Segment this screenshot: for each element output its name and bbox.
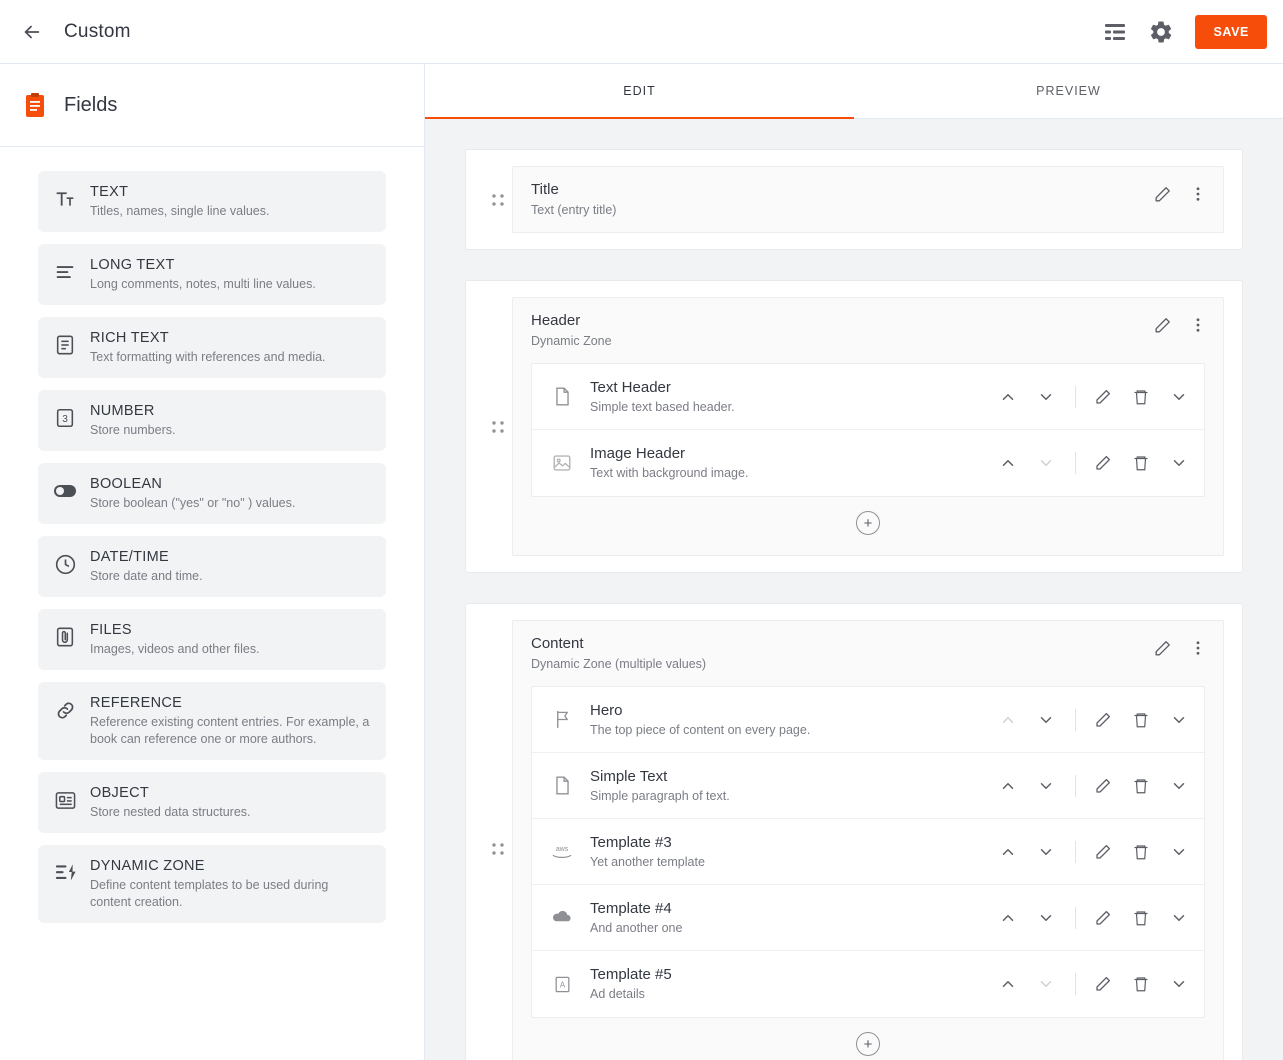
main-panel — [425, 64, 1283, 1060]
content-zone-actions — [1151, 633, 1209, 659]
plus-icon[interactable]: + — [856, 1032, 880, 1056]
plus-icon[interactable]: + — [856, 511, 880, 535]
field-type-desc: Store nested data structures. — [90, 805, 251, 819]
drag-handle-icon[interactable] — [484, 842, 512, 856]
chevron-up-icon[interactable] — [997, 907, 1019, 929]
content-zone-text — [531, 633, 1151, 673]
field-name: Content — [531, 635, 584, 652]
content-zone-box — [512, 620, 1224, 1060]
component-text — [590, 899, 981, 937]
component-name: Text Header — [590, 378, 671, 396]
field-type-title: REFERENCE — [90, 695, 183, 711]
more-vertical-icon[interactable] — [1187, 637, 1209, 659]
component-desc: Simple text based header. — [590, 399, 735, 414]
pencil-icon[interactable] — [1092, 973, 1114, 995]
header-zone-card — [465, 280, 1243, 573]
field-type-reference[interactable] — [38, 682, 386, 760]
header-add-component-row — [513, 497, 1223, 551]
component-desc: Ad details — [590, 987, 645, 1001]
pencil-icon[interactable] — [1092, 709, 1114, 731]
list-view-icon — [1103, 20, 1127, 44]
title-field-head — [513, 167, 1223, 232]
expand-chevron-down-icon[interactable] — [1168, 452, 1190, 474]
gear-icon — [1148, 19, 1174, 45]
field-type-desc: Store numbers. — [90, 423, 176, 437]
field-type-label: Dynamic Zone (multiple values) — [531, 657, 707, 671]
field-type-title: FILES — [90, 622, 132, 638]
link-icon — [52, 697, 78, 723]
component-actions — [981, 452, 1190, 474]
field-type-title: TEXT — [90, 184, 129, 200]
component-text — [590, 701, 981, 739]
trash-icon[interactable] — [1130, 452, 1152, 474]
component-desc: Text with background image. — [590, 466, 749, 480]
pencil-icon[interactable] — [1092, 452, 1114, 474]
field-type-long-text[interactable] — [38, 244, 386, 305]
field-type-boolean-body — [90, 474, 295, 512]
expand-chevron-down-icon[interactable] — [1168, 907, 1190, 929]
object-icon — [52, 787, 78, 813]
expand-chevron-down-icon[interactable] — [1168, 841, 1190, 863]
paperclip-icon — [52, 624, 78, 650]
field-type-desc: Long comments, notes, multi line values. — [90, 277, 316, 291]
field-type-list — [0, 147, 424, 923]
fields-sidebar — [0, 64, 425, 1060]
trash-icon[interactable] — [1130, 841, 1152, 863]
drag-handle-icon[interactable] — [484, 420, 512, 434]
field-type-title: LONG TEXT — [90, 257, 175, 273]
field-type-rich-text-body — [90, 328, 326, 366]
title-field-actions — [1151, 179, 1209, 205]
content-zone-card — [465, 603, 1243, 1060]
action-divider — [1075, 907, 1076, 929]
field-type-number-body — [90, 401, 175, 439]
content-zone-head — [513, 621, 1223, 686]
top-bar — [0, 0, 1283, 64]
component-name: Image Header — [590, 445, 686, 462]
expand-chevron-down-icon[interactable] — [1168, 709, 1190, 731]
save-button[interactable]: SAVE — [1195, 15, 1267, 49]
schema-canvas[interactable] — [425, 119, 1283, 1060]
header-zone-head — [513, 298, 1223, 363]
component-name: Template #5 — [590, 966, 672, 983]
tab-bar — [425, 64, 1283, 119]
chevron-up-icon[interactable] — [997, 841, 1019, 863]
field-type-title: BOOLEAN — [90, 476, 163, 492]
title-field-body — [512, 166, 1224, 233]
component-row[interactable] — [532, 951, 1204, 1017]
component-row[interactable] — [532, 687, 1204, 753]
number-icon — [52, 405, 78, 431]
cloud-icon — [548, 904, 576, 932]
component-actions — [981, 907, 1190, 929]
field-type-label: Dynamic Zone — [531, 334, 612, 348]
expand-chevron-down-icon[interactable] — [1168, 386, 1190, 408]
title-field-card — [465, 149, 1243, 250]
pencil-icon[interactable] — [1092, 841, 1114, 863]
component-desc: The top piece of content on every page. — [590, 722, 811, 737]
field-type-number[interactable] — [38, 390, 386, 451]
content-component-list — [531, 686, 1205, 1018]
field-type-desc: Store boolean ("yes" or "no" ) values. — [90, 496, 296, 510]
chevron-up-icon[interactable] — [997, 452, 1019, 474]
field-type-desc: Define content templates to be used during content creation. — [90, 878, 329, 909]
action-divider — [1075, 452, 1076, 474]
trash-icon[interactable] — [1130, 775, 1152, 797]
pencil-icon[interactable] — [1092, 775, 1114, 797]
field-type-title: NUMBER — [90, 403, 155, 419]
field-type-text-body — [90, 182, 269, 220]
chevron-down-icon[interactable] — [1035, 775, 1057, 797]
ad-icon — [548, 970, 576, 998]
field-type-title: OBJECT — [90, 785, 149, 801]
component-text — [590, 965, 981, 1003]
aws-icon — [548, 838, 576, 866]
clock-icon — [52, 551, 78, 577]
field-type-dynamic-zone[interactable] — [38, 845, 386, 923]
settings-button[interactable] — [1141, 12, 1181, 52]
field-type-datetime-body — [90, 547, 203, 585]
field-type-boolean[interactable] — [38, 463, 386, 524]
action-divider — [1075, 841, 1076, 863]
chevron-up-icon — [997, 709, 1019, 731]
clipboard-icon — [22, 92, 48, 118]
content-add-component-row — [513, 1018, 1223, 1060]
field-type-rich-text[interactable] — [38, 317, 386, 378]
header-zone-actions — [1151, 310, 1209, 336]
component-actions — [981, 775, 1190, 797]
field-type-label: Text (entry title) — [531, 203, 617, 217]
page-title: Custom — [64, 20, 131, 42]
trash-icon[interactable] — [1130, 386, 1152, 408]
field-name: Title — [531, 181, 559, 198]
content-zone-body — [512, 620, 1224, 1060]
field-type-desc: Store date and time. — [90, 569, 203, 583]
field-type-files[interactable] — [38, 609, 386, 670]
chevron-down-icon[interactable] — [1035, 907, 1057, 929]
field-type-desc: Text formatting with references and media. — [90, 350, 326, 364]
pencil-icon[interactable] — [1151, 183, 1173, 205]
field-type-datetime[interactable] — [38, 536, 386, 597]
chevron-up-icon[interactable] — [997, 775, 1019, 797]
action-divider — [1075, 973, 1076, 995]
long-text-icon — [52, 259, 78, 285]
chevron-down-icon[interactable] — [1035, 841, 1057, 863]
field-type-object[interactable] — [38, 772, 386, 833]
component-name: Template #4 — [590, 899, 672, 917]
component-name: Simple Text — [590, 767, 668, 785]
flag-icon — [548, 706, 576, 734]
sidebar-header — [0, 64, 424, 147]
more-vertical-icon[interactable] — [1187, 183, 1209, 205]
component-desc: Yet another template — [590, 854, 705, 869]
trash-icon[interactable] — [1130, 709, 1152, 731]
field-type-files-body — [90, 620, 260, 658]
tab-preview[interactable]: PREVIEW — [1036, 84, 1101, 98]
text-icon — [52, 186, 78, 212]
component-row[interactable] — [532, 885, 1204, 951]
component-name: Hero — [590, 701, 623, 719]
image-icon — [548, 449, 576, 477]
rich-text-icon — [52, 332, 78, 358]
chevron-down-icon — [1035, 973, 1057, 995]
component-desc: Simple paragraph of text. — [590, 788, 730, 803]
chevron-down-icon[interactable] — [1035, 709, 1057, 731]
header-zone-body — [512, 297, 1224, 556]
field-type-dynamic-zone-body — [90, 856, 372, 911]
more-vertical-icon[interactable] — [1187, 314, 1209, 336]
field-type-reference-body — [90, 693, 372, 748]
component-row[interactable] — [532, 430, 1204, 496]
header-component-list — [531, 363, 1205, 497]
field-type-desc: Images, videos and other files. — [90, 642, 260, 656]
header-zone-text — [531, 310, 1151, 350]
svg-text:3: 3 — [62, 414, 68, 426]
tab-edit[interactable]: EDIT — [425, 64, 854, 118]
trash-icon[interactable] — [1130, 907, 1152, 929]
pencil-icon[interactable] — [1151, 314, 1173, 336]
component-row[interactable] — [532, 753, 1204, 819]
component-text — [590, 378, 981, 416]
component-name: Template #3 — [590, 833, 672, 851]
pencil-icon[interactable] — [1151, 637, 1173, 659]
action-divider — [1075, 709, 1076, 731]
sidebar-title: Fields — [64, 93, 118, 116]
chevron-down-icon[interactable] — [1035, 386, 1057, 408]
field-name: Header — [531, 312, 581, 329]
action-divider — [1075, 775, 1076, 797]
component-text — [590, 833, 981, 871]
field-type-long-text-body — [90, 255, 316, 293]
document-icon — [548, 772, 576, 800]
pencil-icon[interactable] — [1092, 386, 1114, 408]
drag-handle-icon[interactable] — [484, 193, 512, 207]
list-view-button[interactable] — [1095, 12, 1135, 52]
expand-chevron-down-icon[interactable] — [1168, 973, 1190, 995]
document-icon — [548, 383, 576, 411]
pencil-icon[interactable] — [1092, 907, 1114, 929]
canvas-inner — [465, 149, 1243, 1060]
component-text — [590, 767, 981, 805]
component-row[interactable] — [532, 364, 1204, 430]
field-type-text[interactable] — [38, 171, 386, 232]
field-type-object-body — [90, 783, 251, 821]
svg-text:aws: aws — [555, 845, 569, 853]
trash-icon[interactable] — [1130, 973, 1152, 995]
title-field-box — [512, 166, 1224, 233]
component-actions — [981, 709, 1190, 731]
back-button[interactable] — [12, 12, 52, 52]
chevron-up-icon[interactable] — [997, 386, 1019, 408]
action-divider — [1075, 386, 1076, 408]
component-actions — [981, 973, 1190, 995]
chevron-up-icon[interactable] — [997, 973, 1019, 995]
field-type-desc: Titles, names, single line values. — [90, 204, 270, 218]
title-field-text — [531, 179, 1151, 219]
field-type-desc: Reference existing content entries. For example, a book can reference one or more authors. — [90, 715, 370, 746]
field-type-title: RICH TEXT — [90, 330, 169, 346]
component-desc: And another one — [590, 920, 683, 935]
main-layout — [0, 64, 1283, 1060]
boolean-toggle-icon — [52, 478, 78, 504]
component-text — [590, 444, 981, 482]
header-zone-box — [512, 297, 1224, 556]
chevron-down-icon — [1035, 452, 1057, 474]
svg-text:A: A — [559, 980, 565, 990]
expand-chevron-down-icon[interactable] — [1168, 775, 1190, 797]
component-actions — [981, 386, 1190, 408]
component-row[interactable] — [532, 819, 1204, 885]
field-type-title: DYNAMIC ZONE — [90, 858, 205, 874]
component-actions — [981, 841, 1190, 863]
dynamic-zone-icon — [52, 860, 78, 886]
arrow-left-icon — [21, 21, 43, 43]
field-type-title: DATE/TIME — [90, 549, 169, 565]
